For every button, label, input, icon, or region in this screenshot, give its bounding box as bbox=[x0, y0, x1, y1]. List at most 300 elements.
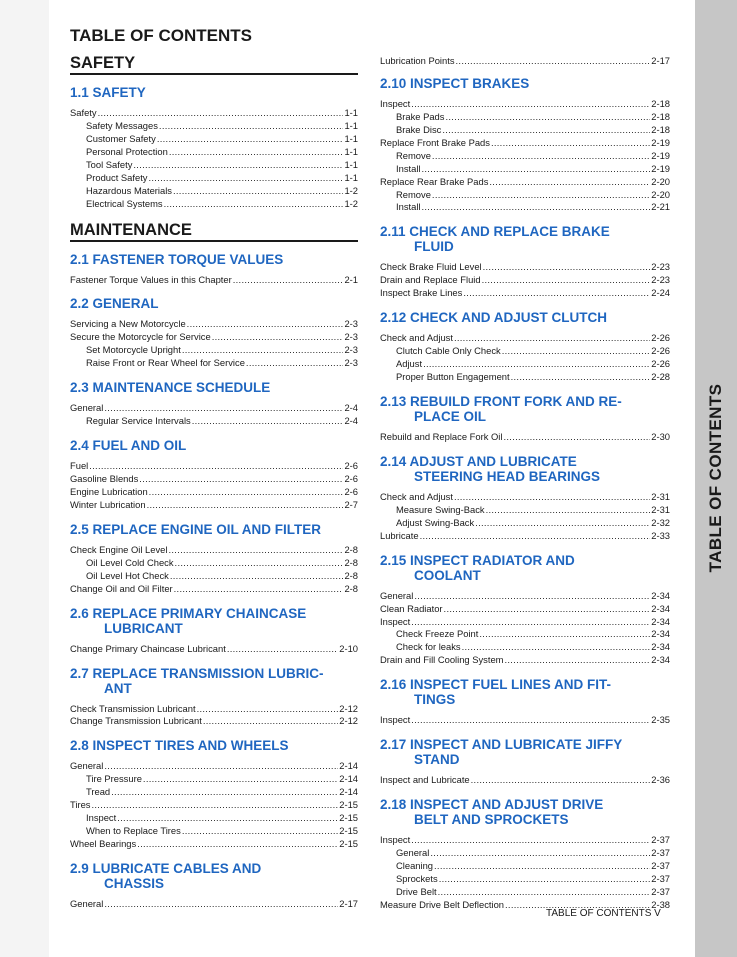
dot-leader bbox=[169, 146, 344, 159]
toc-entry-page: 2-1 bbox=[344, 273, 358, 285]
toc-entry[interactable] bbox=[380, 345, 670, 358]
dot-leader bbox=[157, 133, 344, 146]
entry-list bbox=[380, 590, 670, 668]
section-heading-2-4[interactable] bbox=[70, 438, 358, 453]
toc-entry-page: 2-8 bbox=[344, 569, 358, 581]
section-title: 2.1 FASTENER TORQUE VALUES bbox=[70, 251, 284, 267]
toc-entry-page: 2-17 bbox=[651, 55, 670, 66]
entry-list bbox=[70, 544, 358, 596]
section-title: 2.2 GENERAL bbox=[70, 296, 159, 312]
dot-leader bbox=[434, 860, 650, 873]
entry-list bbox=[70, 643, 358, 656]
toc-entry-title: Wheel Bearings bbox=[70, 838, 137, 849]
toc-entry[interactable] bbox=[380, 774, 670, 787]
section-heading-2-11[interactable] bbox=[380, 224, 670, 254]
toc-entry-title: Sprockets bbox=[396, 872, 438, 884]
toc-entry[interactable] bbox=[70, 499, 358, 512]
toc-entry[interactable] bbox=[380, 111, 670, 124]
toc-entry-title: Raise Front or Rear Wheel for Service bbox=[86, 357, 245, 369]
toc-entry-title: Oil Level Hot Check bbox=[86, 569, 169, 581]
toc-entry[interactable] bbox=[70, 274, 358, 287]
toc-entry-title: Drain and Replace Fluid bbox=[380, 274, 481, 286]
entry-list bbox=[70, 107, 358, 211]
toc-entry-page: 2-3 bbox=[344, 318, 358, 330]
page-footer: TABLE OF CONTENTS V bbox=[546, 908, 661, 919]
toc-entry-page: 2-14 bbox=[339, 773, 358, 785]
dot-leader bbox=[432, 189, 650, 202]
toc-entry-page: 1-1 bbox=[344, 145, 358, 157]
toc-entry-page: 2-18 bbox=[651, 123, 670, 135]
section-heading-2-3[interactable] bbox=[70, 380, 358, 395]
dot-leader bbox=[444, 603, 651, 616]
dot-leader bbox=[233, 274, 344, 287]
toc-entry[interactable] bbox=[380, 124, 670, 137]
toc-entry[interactable] bbox=[380, 628, 670, 641]
entry-list bbox=[380, 491, 670, 543]
entry-list bbox=[70, 402, 358, 428]
section-heading-2-8[interactable] bbox=[70, 738, 358, 753]
toc-entry-title: Oil Level Cold Check bbox=[86, 556, 174, 568]
toc-entry-title: Fuel bbox=[70, 460, 89, 472]
toc-entry-page: 2-37 bbox=[651, 834, 670, 846]
toc-entry-title: Clean Radiator bbox=[380, 602, 443, 614]
dot-leader bbox=[149, 486, 344, 499]
section-heading-2-10[interactable] bbox=[380, 76, 670, 91]
section-heading-2-18[interactable] bbox=[380, 797, 670, 827]
toc-entry-page: 2-8 bbox=[344, 582, 358, 594]
dot-leader bbox=[463, 287, 650, 300]
toc-entry-page: 2-37 bbox=[651, 885, 670, 897]
toc-entry[interactable] bbox=[70, 331, 358, 344]
dot-leader bbox=[170, 570, 344, 583]
toc-entry[interactable] bbox=[70, 120, 358, 133]
toc-entry[interactable] bbox=[380, 150, 670, 163]
dot-leader bbox=[197, 703, 339, 716]
section-heading-1-1[interactable] bbox=[70, 85, 358, 100]
toc-left-column bbox=[70, 54, 358, 911]
toc-entry[interactable] bbox=[70, 473, 358, 486]
toc-entry[interactable] bbox=[70, 198, 358, 211]
toc-entry-title: Engine Lubrication bbox=[70, 485, 148, 497]
toc-entry-page: 2-20 bbox=[651, 188, 670, 200]
dot-leader bbox=[411, 714, 650, 727]
toc-entry[interactable] bbox=[380, 261, 670, 274]
entry-list bbox=[380, 332, 670, 384]
toc-entry[interactable] bbox=[380, 201, 670, 214]
toc-entry-page: 2-15 bbox=[339, 812, 358, 824]
dot-leader bbox=[174, 583, 344, 596]
dot-leader bbox=[511, 371, 651, 384]
section-title: 2.3 MAINTENANCE SCHEDULE bbox=[70, 380, 271, 396]
toc-entry-title: Safety Messages bbox=[86, 119, 158, 131]
toc-entry-title: Adjust bbox=[396, 358, 423, 370]
dot-leader bbox=[505, 654, 651, 667]
toc-entry[interactable] bbox=[70, 643, 358, 656]
toc-entry[interactable] bbox=[70, 544, 358, 557]
toc-entry-page: 2-3 bbox=[344, 344, 358, 356]
toc-entry[interactable] bbox=[380, 55, 670, 68]
toc-entry-page: 1-1 bbox=[344, 107, 358, 118]
toc-entry[interactable] bbox=[380, 714, 670, 727]
side-tab-label: TABLE OF CONTENTS bbox=[706, 383, 725, 573]
toc-entry[interactable] bbox=[380, 358, 670, 371]
toc-entry[interactable] bbox=[380, 163, 670, 176]
toc-entry-title: Clutch Cable Only Check bbox=[396, 345, 501, 357]
entry-list bbox=[380, 834, 670, 912]
toc-entry-title: Inspect bbox=[86, 812, 117, 824]
toc-entry-title: Adjust Swing-Back bbox=[396, 516, 475, 528]
section-title: 1.1 SAFETY bbox=[70, 85, 146, 100]
toc-entry[interactable] bbox=[380, 616, 670, 629]
section-heading-2-12[interactable] bbox=[380, 310, 670, 325]
entry-list bbox=[70, 898, 358, 911]
toc-entry-page: 2-23 bbox=[651, 274, 670, 286]
dot-leader bbox=[471, 774, 651, 787]
toc-entry[interactable] bbox=[70, 557, 358, 570]
toc-entry-page: 2-10 bbox=[339, 642, 358, 654]
toc-entry-title: Brake Pads bbox=[396, 110, 445, 122]
section-title: 2.6 REPLACE PRIMARY CHAINCASE bbox=[70, 605, 307, 621]
section-title-continued: FLUID bbox=[414, 239, 454, 255]
toc-entry-page: 2-8 bbox=[344, 556, 358, 568]
toc-entry-page: 2-3 bbox=[344, 357, 358, 369]
toc-entry-page: 2-38 bbox=[651, 898, 670, 910]
toc-entry-page: 2-12 bbox=[339, 715, 358, 727]
toc-entry-title: Check Transmission Lubricant bbox=[70, 702, 196, 714]
entry-list bbox=[70, 274, 358, 287]
toc-entry-title: Fastener Torque Values in this Chapter bbox=[70, 273, 232, 285]
toc-entry[interactable] bbox=[380, 590, 670, 603]
toc-entry-page: 1-1 bbox=[344, 158, 358, 170]
section-heading-2-6[interactable] bbox=[70, 606, 358, 636]
toc-entry-title: Tool Safety bbox=[86, 158, 133, 170]
dot-leader bbox=[456, 55, 651, 68]
dot-leader bbox=[422, 163, 651, 176]
toc-entry-title: Rebuild and Replace Fork Oil bbox=[380, 430, 503, 442]
toc-entry[interactable] bbox=[380, 603, 670, 616]
section-title: 2.7 REPLACE TRANSMISSION LUBRIC- bbox=[70, 665, 324, 681]
dot-leader bbox=[104, 402, 343, 415]
section-title: 2.11 CHECK AND REPLACE BRAKE bbox=[380, 224, 610, 240]
toc-entry-page: 2-6 bbox=[344, 473, 358, 484]
toc-entry[interactable] bbox=[70, 357, 358, 370]
toc-entry-title: Check Freeze Point bbox=[396, 628, 479, 640]
dot-leader bbox=[445, 111, 650, 124]
dot-leader bbox=[430, 847, 650, 860]
toc-entry-title: Personal Protection bbox=[86, 145, 168, 157]
toc-entry[interactable] bbox=[70, 898, 358, 911]
entry-list bbox=[70, 703, 358, 729]
toc-entry-page: 2-3 bbox=[344, 331, 358, 343]
toc-entry[interactable] bbox=[70, 773, 358, 786]
toc-entry-page: 2-6 bbox=[344, 460, 358, 472]
section-title: 2.4 FUEL AND OIL bbox=[70, 438, 187, 454]
toc-entry[interactable] bbox=[70, 703, 358, 716]
toc-entry-page: 2-37 bbox=[651, 860, 670, 871]
toc-entry[interactable] bbox=[70, 415, 358, 428]
section-heading-2-13[interactable] bbox=[380, 394, 670, 424]
section-heading-2-7[interactable] bbox=[70, 666, 358, 696]
dot-leader bbox=[203, 715, 338, 728]
toc-entry-page: 2-15 bbox=[339, 825, 358, 837]
toc-entry[interactable] bbox=[380, 371, 670, 384]
toc-entry[interactable] bbox=[70, 460, 358, 473]
toc-entry[interactable] bbox=[380, 137, 670, 150]
toc-entry-page: 2-33 bbox=[651, 529, 670, 541]
dot-leader bbox=[182, 344, 344, 357]
toc-entry-title: Check Brake Fluid Level bbox=[380, 261, 482, 273]
section-heading-2-16[interactable] bbox=[380, 677, 670, 707]
dot-leader bbox=[442, 124, 650, 137]
toc-entry-page: 2-18 bbox=[651, 110, 670, 122]
dot-leader bbox=[438, 886, 651, 899]
section-title-continued: LUBRICANT bbox=[104, 620, 183, 636]
toc-entry[interactable] bbox=[70, 146, 358, 159]
section-heading-2-1[interactable] bbox=[70, 252, 358, 267]
toc-entry[interactable] bbox=[70, 760, 358, 773]
dot-leader bbox=[147, 499, 344, 512]
dot-leader bbox=[111, 786, 338, 799]
toc-entry-title: Hazardous Materials bbox=[86, 184, 172, 196]
section-heading-2-14[interactable] bbox=[380, 454, 670, 484]
dot-leader bbox=[432, 150, 650, 163]
toc-entry-page: 1-2 bbox=[344, 184, 358, 196]
toc-entry[interactable] bbox=[380, 98, 670, 111]
toc-entry-title: Measure Swing-Back bbox=[396, 503, 485, 515]
dot-leader bbox=[411, 616, 650, 629]
entry-list bbox=[70, 460, 358, 512]
toc-entry-title: General bbox=[70, 402, 104, 414]
toc-entry-title: Check Engine Oil Level bbox=[70, 543, 168, 555]
toc-entry-title: General bbox=[70, 897, 104, 909]
dot-leader bbox=[137, 838, 338, 851]
toc-entry[interactable] bbox=[380, 491, 670, 504]
toc-entry-title: Customer Safety bbox=[86, 132, 156, 144]
dot-leader bbox=[212, 331, 344, 344]
toc-entry-page: 2-6 bbox=[344, 485, 358, 497]
toc-entry-title: Inspect bbox=[380, 97, 411, 109]
toc-entry-page: 2-8 bbox=[344, 543, 358, 555]
toc-entry-title: Install bbox=[396, 162, 421, 174]
toc-entry[interactable] bbox=[70, 825, 358, 838]
toc-entry[interactable] bbox=[70, 172, 358, 185]
toc-entry[interactable] bbox=[70, 133, 358, 146]
dot-leader bbox=[173, 185, 343, 198]
toc-entry-title: Drain and Fill Cooling System bbox=[380, 654, 504, 666]
toc-entry-title: Measure Drive Belt Deflection bbox=[380, 898, 505, 910]
dot-leader bbox=[491, 137, 650, 150]
toc-entry-title: Servicing a New Motorcycle bbox=[70, 318, 186, 330]
toc-entry-page: 2-26 bbox=[651, 332, 670, 344]
dot-leader bbox=[168, 544, 343, 557]
toc-entry-page: 2-34 bbox=[651, 615, 670, 627]
toc-entry-title: Replace Rear Brake Pads bbox=[380, 175, 489, 187]
toc-entry[interactable] bbox=[380, 287, 670, 300]
toc-entry-title: Regular Service Intervals bbox=[86, 415, 191, 427]
toc-entry-title: Tread bbox=[86, 786, 111, 798]
toc-entry[interactable] bbox=[70, 570, 358, 583]
entry-list bbox=[380, 431, 670, 444]
toc-entry[interactable] bbox=[70, 838, 358, 851]
side-tab[interactable] bbox=[695, 0, 737, 957]
section-title-continued: STAND bbox=[414, 752, 460, 768]
dot-leader bbox=[503, 431, 650, 444]
toc-entry-title: Check for leaks bbox=[396, 641, 461, 653]
dot-leader bbox=[104, 760, 338, 773]
toc-entry[interactable] bbox=[380, 834, 670, 847]
toc-entry-page: 2-19 bbox=[651, 162, 670, 174]
toc-entry[interactable] bbox=[70, 799, 358, 812]
section-title: 2.13 REBUILD FRONT FORK AND RE- bbox=[380, 393, 622, 409]
dot-leader bbox=[98, 107, 344, 120]
toc-entry-page: 2-36 bbox=[651, 774, 670, 786]
toc-entry[interactable] bbox=[380, 847, 670, 860]
section-title: 2.18 INSPECT AND ADJUST DRIVE bbox=[380, 797, 604, 813]
toc-entry[interactable] bbox=[380, 530, 670, 543]
section-heading-2-2[interactable] bbox=[70, 296, 358, 311]
toc-entry[interactable] bbox=[70, 486, 358, 499]
toc-entry-title: Change Oil and Oil Filter bbox=[70, 582, 173, 594]
toc-entry-title: Inspect bbox=[380, 834, 411, 846]
section-heading-2-5[interactable] bbox=[70, 522, 358, 537]
dot-leader bbox=[502, 345, 651, 358]
toc-entry[interactable] bbox=[70, 185, 358, 198]
toc-entry[interactable] bbox=[380, 873, 670, 886]
dot-leader bbox=[104, 898, 338, 911]
toc-entry[interactable] bbox=[70, 715, 358, 728]
section-title-continued: PLACE OIL bbox=[414, 408, 487, 424]
toc-entry-page: 2-37 bbox=[651, 847, 670, 859]
section-title: 2.12 CHECK AND ADJUST CLUTCH bbox=[380, 310, 608, 326]
toc-entry-page: 2-28 bbox=[651, 371, 670, 382]
toc-entry-page: 2-18 bbox=[651, 97, 670, 109]
toc-entry-title: Tires bbox=[70, 799, 91, 811]
dot-leader bbox=[89, 460, 343, 473]
toc-entry[interactable] bbox=[380, 274, 670, 287]
toc-entry-page: 1-1 bbox=[344, 132, 358, 144]
toc-entry[interactable] bbox=[380, 176, 670, 189]
dot-leader bbox=[133, 159, 343, 172]
dot-leader bbox=[175, 557, 344, 570]
toc-entry[interactable] bbox=[380, 641, 670, 654]
toc-entry-title: Lubricate bbox=[380, 529, 419, 541]
dot-leader bbox=[420, 530, 651, 543]
dot-leader bbox=[139, 473, 343, 486]
dot-leader bbox=[182, 825, 338, 838]
dot-leader bbox=[423, 358, 650, 371]
section-title: 2.16 INSPECT FUEL LINES AND FIT- bbox=[380, 677, 612, 693]
section-title-continued: STEERING HEAD BEARINGS bbox=[414, 468, 601, 484]
toc-entry-title: Lubrication Points bbox=[380, 55, 455, 66]
toc-entry-page: 2-31 bbox=[651, 503, 670, 515]
toc-entry-page: 2-17 bbox=[339, 897, 358, 909]
section-title: 2.5 REPLACE ENGINE OIL AND FILTER bbox=[70, 521, 322, 537]
toc-entry-page: 2-34 bbox=[651, 654, 670, 666]
dot-leader bbox=[486, 504, 651, 517]
toc-entry[interactable] bbox=[70, 318, 358, 331]
section-heading-2-17[interactable] bbox=[380, 737, 670, 767]
toc-entry-page: 2-35 bbox=[651, 714, 670, 726]
toc-entry-page: 2-24 bbox=[651, 287, 670, 299]
toc-entry-title: Gasoline Blends bbox=[70, 473, 139, 484]
toc-entry[interactable] bbox=[380, 332, 670, 345]
dot-leader bbox=[414, 590, 650, 603]
section-title-continued: TINGS bbox=[414, 692, 456, 708]
dot-leader bbox=[246, 357, 344, 370]
toc-entry-title: Electrical Systems bbox=[86, 197, 163, 209]
toc-entry-title: Safety bbox=[70, 107, 97, 118]
entry-list bbox=[380, 261, 670, 300]
section-title-continued: COOLANT bbox=[414, 567, 481, 583]
toc-entry-title: Replace Front Brake Pads bbox=[380, 136, 490, 148]
section-heading-2-9[interactable] bbox=[70, 861, 358, 891]
toc-entry[interactable] bbox=[380, 189, 670, 202]
chapter-heading-maintenance: MAINTENANCE bbox=[70, 221, 358, 242]
entry-list bbox=[70, 318, 358, 370]
dot-leader bbox=[411, 834, 650, 847]
toc-entry-page: 2-4 bbox=[344, 402, 358, 414]
toc-entry[interactable] bbox=[380, 860, 670, 873]
toc-entry-page: 2-21 bbox=[651, 201, 670, 213]
entry-list bbox=[380, 774, 670, 787]
toc-entry[interactable] bbox=[70, 402, 358, 415]
toc-entry-title: Cleaning bbox=[396, 860, 434, 871]
section-title: 2.9 LUBRICATE CABLES AND bbox=[70, 860, 262, 876]
section-heading-2-15[interactable] bbox=[380, 553, 670, 583]
section-title: 2.17 INSPECT AND LUBRICATE JIFFY bbox=[380, 737, 623, 753]
dot-leader bbox=[149, 172, 344, 185]
toc-entry-title: Tire Pressure bbox=[86, 773, 142, 785]
toc-entry[interactable] bbox=[70, 786, 358, 799]
toc-entry[interactable] bbox=[380, 886, 670, 899]
toc-entry-title: Drive Belt bbox=[396, 885, 437, 897]
toc-entry[interactable] bbox=[70, 107, 358, 120]
toc-entry[interactable] bbox=[70, 159, 358, 172]
dot-leader bbox=[454, 332, 650, 345]
dot-leader bbox=[489, 176, 650, 189]
toc-entry-page: 2-34 bbox=[651, 602, 670, 614]
toc-entry[interactable] bbox=[70, 344, 358, 357]
dot-leader bbox=[462, 641, 651, 654]
toc-entry-page: 1-2 bbox=[344, 197, 358, 209]
section-title: 2.10 INSPECT BRAKES bbox=[380, 75, 530, 91]
toc-entry-page: 2-12 bbox=[339, 702, 358, 714]
toc-entry-page: 2-14 bbox=[339, 760, 358, 772]
toc-entry-page: 2-14 bbox=[339, 786, 358, 798]
toc-entry-page: 2-26 bbox=[651, 345, 670, 357]
toc-entry[interactable] bbox=[70, 583, 358, 596]
toc-entry-page: 2-19 bbox=[651, 149, 670, 161]
page-title: TABLE OF CONTENTS bbox=[70, 26, 252, 45]
section-title-continued: CHASSIS bbox=[104, 875, 165, 891]
section-title-continued: ANT bbox=[104, 680, 132, 696]
dot-leader bbox=[422, 201, 651, 214]
section-title: 2.14 ADJUST AND LUBRICATE bbox=[380, 453, 577, 469]
toc-entry[interactable] bbox=[380, 504, 670, 517]
toc-entry[interactable] bbox=[380, 517, 670, 530]
toc-entry-page: 2-15 bbox=[339, 799, 358, 811]
toc-entry[interactable] bbox=[380, 431, 670, 444]
toc-entry-title: Set Motorcycle Upright bbox=[86, 344, 181, 356]
dot-leader bbox=[454, 491, 650, 504]
toc-right-column bbox=[380, 55, 670, 912]
toc-entry[interactable] bbox=[70, 812, 358, 825]
toc-entry-title: Proper Button Engagement bbox=[396, 371, 510, 382]
toc-entry[interactable] bbox=[380, 654, 670, 667]
toc-entry-title: General bbox=[70, 760, 104, 772]
toc-entry-page: 2-32 bbox=[651, 516, 670, 528]
dot-leader bbox=[479, 628, 650, 641]
